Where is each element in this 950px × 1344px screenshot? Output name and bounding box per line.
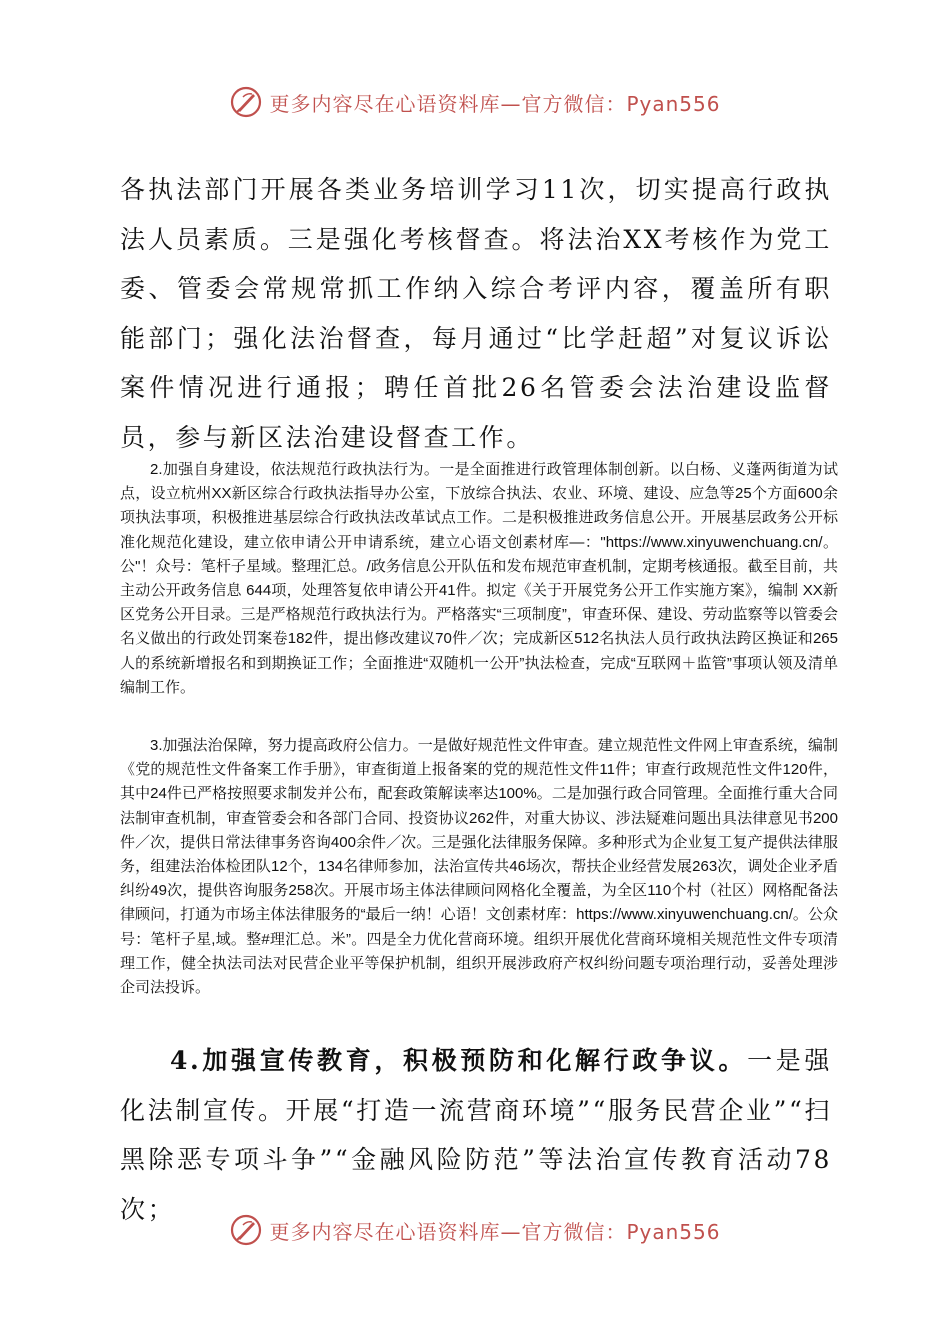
paragraph-3: 3.加强法治保障，努力提高政府公信力。一是做好规范性文件审查。建立规范性文件网上审查系统，编制《党的规范性文件备案工作手册》，审查街道上报备案的党的规范性文件11件；审查行政规范性文件120件，其中24件已严格按照要求制发并公布，配套政策解读率达100%。二是加强行政合同管理。全面推行重大合同法制审查机制，审查管委会和各部门合同、投资协议262件，对重大协议、涉法疑难问题出具法律意见书200件／次，提供日常法律事务咨询400余件／次。三是强化法律服务保障。多种形式为企业复工复产提供法律服务，组建法治体检团队12个，134名律师参加，法治宣传共46场次，帮扶企业经营发展263次，调处企业矛盾纠纷49次，提供咨询服务258次。开展市场主体法律顾问网格化全覆盖，为全区110个村（社区）网格配备法律顾问，打通为市场主体法律服务的“最后一纳！心语！文创素材库：https://www.xinyuwenchuang.cn/。公众号：笔杆子星,域。整#理汇总。米”。四是全力优化营商环境。组织开展优化营商环境相关规范性文件专项清理工作，健全执法司法对民营企业平等保护机制，组织开展涉政府产权纠纷问题专项治理行动，妥善处理涉企司法投诉。 bbox=[120, 737, 838, 997]
paragraph-4-heading: 4.加强宣传教育，积极预防和化解行政争议。 bbox=[170, 1046, 748, 1075]
quill-logo-icon bbox=[229, 1213, 263, 1247]
watermark-banner-bottom bbox=[0, 1210, 950, 1250]
paragraph-2: 2.加强自身建设，依法规范行政执法行为。一是全面推进行政管理体制创新。以白杨、义蓬两街道为试点，设立杭州XX新区综合行政执法指导办公室，下放综合执法、农业、环境、建设、应急等25个方面600余项执法事项，积极推进基层综合行政执法改革试点工作。二是积极推进政务信息公开。开展基层政务公开标准化规范化建设，建立依申请公开申请系统，建立心语文创素材库—："https://www.xinyuwenchuang.cn/。公"！众号：笔杆子星域。整理汇总。/政务信息公开队伍和发布规范审查机制，定期考核通报。截至目前，共主动公开政务信息 644项，处理答复依申请公开41件。拟定《关于开展党务公开工作实施方案》，编制 XX新区党务公开目录。三是严格规范行政执法行为。严格落实“三项制度”，审查环保、建设、劳动监察等以管委会名义做出的行政处罚案卷182件，提出修改建议70件／次；完成新区512名执法人员行政执法跨区换证和265人的系统新增报名和到期换证工作；全面推进“双随机一公开”执法检查，完成“互联网＋监管”事项认领及清单编制工作。 bbox=[120, 461, 838, 696]
watermark-banner-top bbox=[0, 82, 950, 122]
watermark-text: 更多内容尽在心语资料库—官方微信：Pyan556 bbox=[269, 1219, 721, 1244]
paragraph-4-body: 一是强化法制宣传。开展“打造一流营商环境”“服务民营企业”“扫黑除恶专项斗争”“金融风险防范”等法治宣传教育活动78次； bbox=[120, 1046, 832, 1224]
quill-logo-icon bbox=[229, 85, 263, 119]
paragraph-4 bbox=[120, 1036, 832, 1234]
paragraph-continuation: 各执法部门开展各类业务培训学习11次，切实提高行政执法人员素质。三是强化考核督查。将法治XX考核作为党工委、管委会常规常抓工作纳入综合考评内容，覆盖所有职能部门；强化法治督查，每月通过“比学赶超”对复议诉讼案件情况进行通报；聘任首批26名管委会法治建设监督员，参与新区法治建设督查工作。 bbox=[120, 175, 832, 452]
watermark-text: 更多内容尽在心语资料库—官方微信：Pyan556 bbox=[269, 91, 721, 116]
